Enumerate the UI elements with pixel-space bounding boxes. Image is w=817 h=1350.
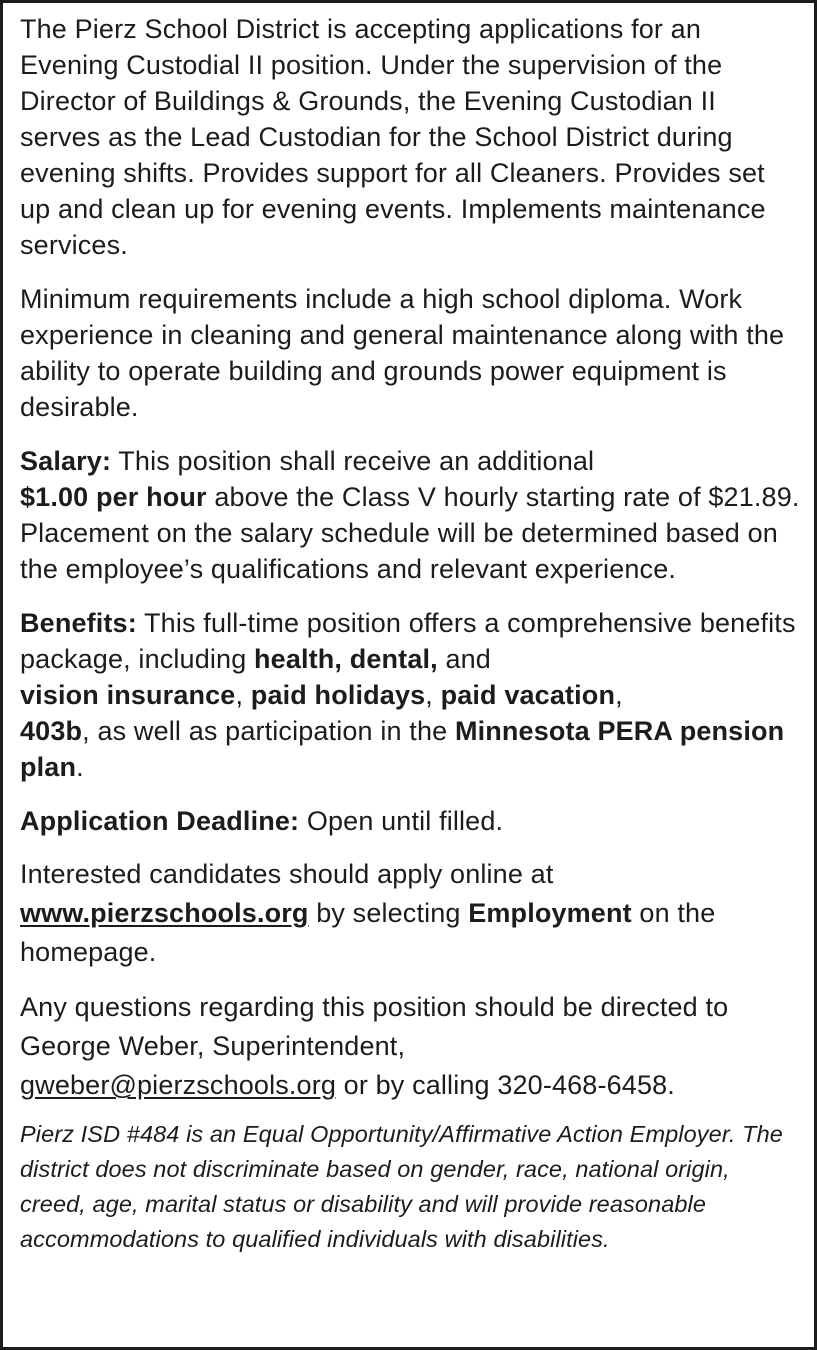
benefit-holidays: paid holidays: [250, 680, 426, 710]
salary-amount: $1.00 per hour: [20, 482, 207, 512]
eeo-statement: [20, 1117, 800, 1257]
benefits-comma-3: ,: [615, 680, 623, 710]
salary-label: Salary:: [20, 446, 112, 476]
apply-text-2: by selecting: [308, 898, 469, 928]
benefits-comma-1: ,: [235, 680, 251, 710]
benefits-text-2: , as well as participation in the: [82, 716, 455, 746]
benefits-comma-2: ,: [425, 680, 441, 710]
employment-menu-item: Employment: [468, 898, 632, 928]
website-link[interactable]: www.pierzschools.org: [20, 898, 309, 928]
email-link[interactable]: gweber@pierzschools.org: [20, 1070, 337, 1100]
deadline-paragraph: [20, 803, 800, 839]
apply-text-1: Interested candidates should apply online at: [20, 859, 554, 889]
requirements-text: Minimum requirements include a high school diploma. Work experience in cleaning and general maintenance along with the ability to operate building and grounds power equipment is desirable.: [20, 284, 785, 422]
benefit-vision: vision insurance: [20, 680, 236, 710]
benefit-pension: Minnesota PERA pension plan: [20, 716, 785, 782]
salary-text-1: This position shall receive an additional: [111, 446, 595, 476]
benefit-health-dental: health, dental,: [254, 644, 438, 674]
benefit-vacation: paid vacation: [440, 680, 616, 710]
requirements-paragraph: [20, 281, 800, 425]
deadline-value: Open until filled.: [299, 806, 504, 836]
intro-paragraph: [20, 11, 800, 263]
contact-text-2: or by calling 320-468-6458.: [336, 1070, 675, 1100]
benefits-and: and: [437, 644, 491, 674]
contact-paragraph: [20, 988, 800, 1105]
contact-text-1: Any questions regarding this position should be directed to George Weber, Superintendent,: [20, 992, 729, 1061]
salary-paragraph: [20, 443, 800, 587]
apply-paragraph: [20, 855, 800, 972]
benefits-end: .: [76, 752, 84, 782]
apply-text-3: on the homepage.: [20, 898, 716, 967]
salary-text-2: above the Class V hourly starting rate of $21.89. Placement on the salary schedule will be determined based on the employee’s qualifications and relevant experience.: [20, 482, 800, 584]
benefits-paragraph: [20, 605, 800, 785]
benefits-text-1: This full-time position offers a comprehensive benefits package, including: [20, 608, 796, 674]
intro-text: The Pierz School District is accepting applications for an Evening Custodial II position. Under the supervision of the Director of Buildings & Grounds, the Evening Custodian II serves as the Lead Custodian for the School District during evening shifts. Provides support for all Cleaners. Provides set up and clean up for evening events. Implements maintenance services.: [20, 14, 766, 260]
benefit-403b: 403b: [20, 716, 83, 746]
deadline-label: Application Deadline:: [20, 806, 300, 836]
benefits-label: Benefits:: [20, 608, 137, 638]
eeo-text: Pierz ISD #484 is an Equal Opportunity/Affirmative Action Employer. The district does not discriminate based on gender, race, national origin, creed, age, marital status or disability and will provide reasonable accommodations to qualified individuals with disabilities.: [20, 1121, 783, 1252]
